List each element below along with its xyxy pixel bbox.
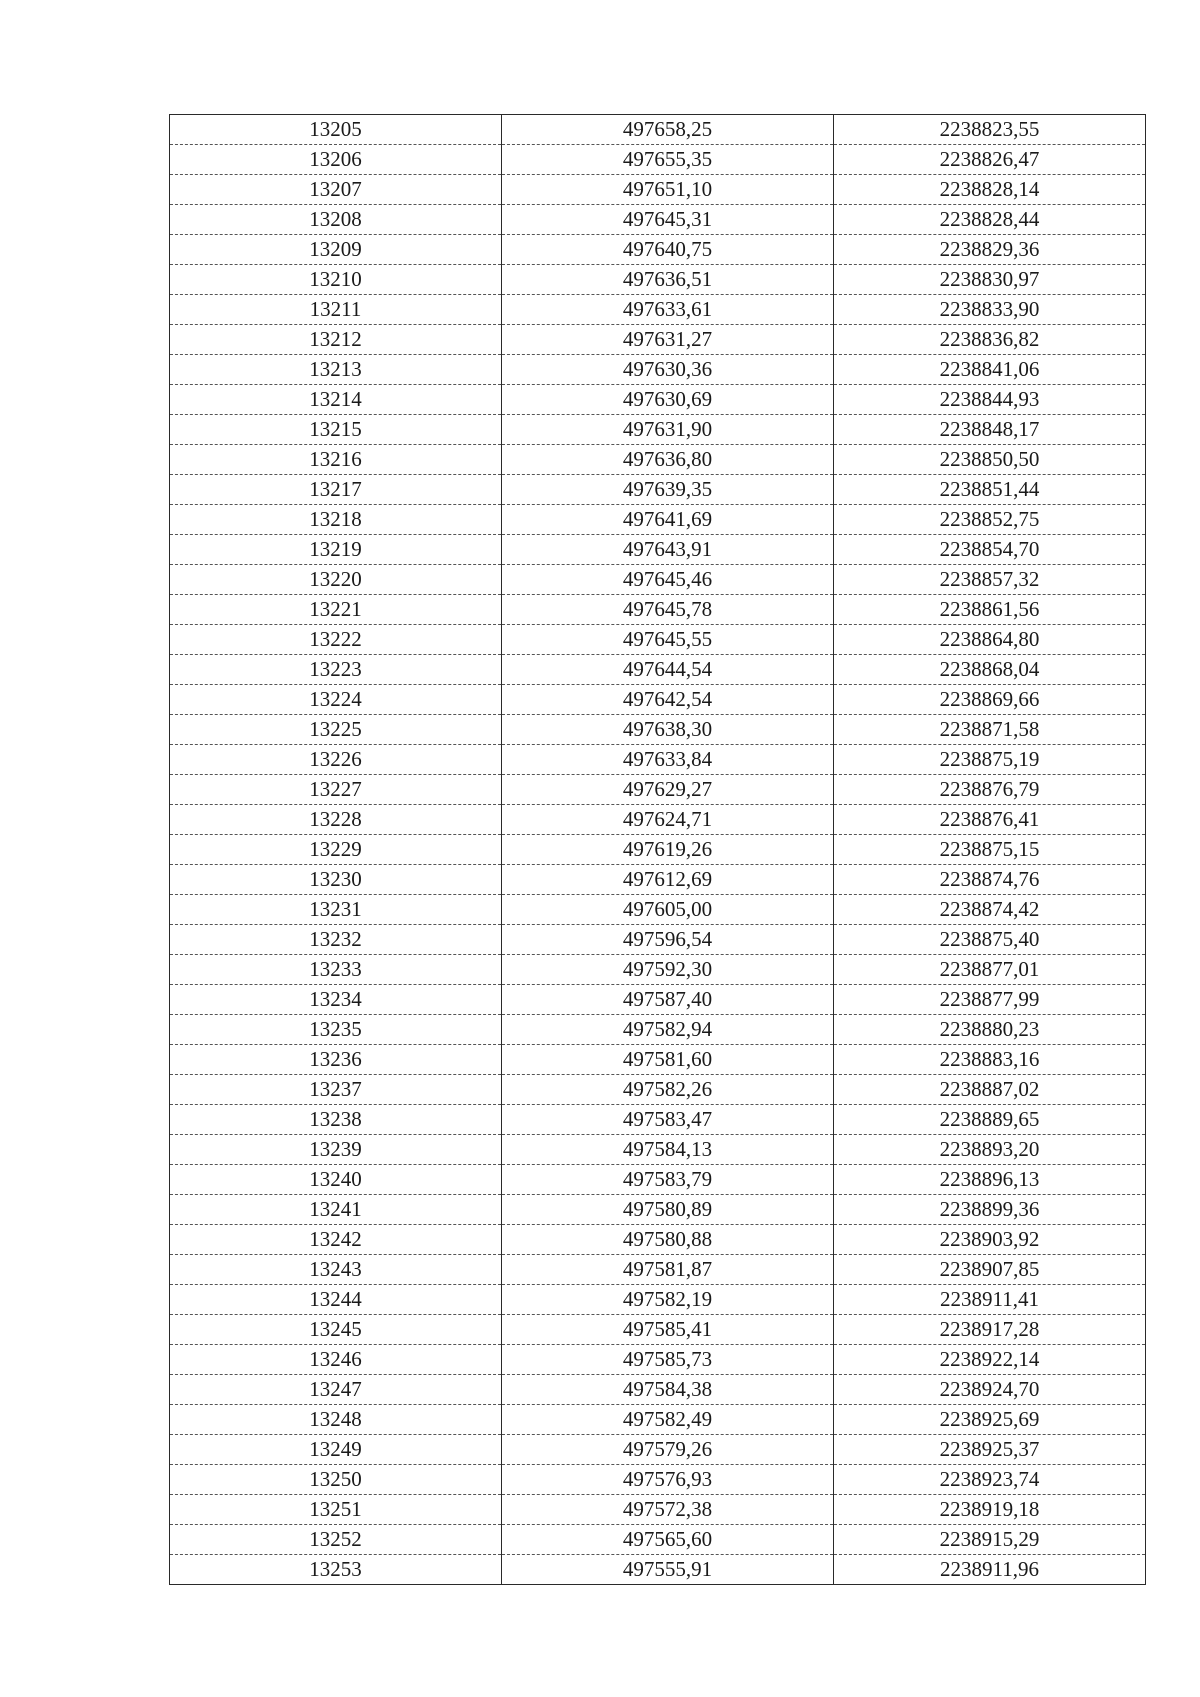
y-coordinate-cell: 2238893,20 [834, 1135, 1146, 1165]
x-coordinate-cell: 497641,69 [502, 505, 834, 535]
x-coordinate-cell: 497633,61 [502, 295, 834, 325]
y-coordinate-cell: 2238874,42 [834, 895, 1146, 925]
x-coordinate-cell: 497638,30 [502, 715, 834, 745]
table-row [170, 865, 1146, 895]
x-coordinate-cell: 497582,49 [502, 1405, 834, 1435]
point-number-cell: 13243 [170, 1255, 502, 1285]
point-number-cell: 13216 [170, 445, 502, 475]
x-coordinate-cell: 497587,40 [502, 985, 834, 1015]
table-row [170, 1555, 1146, 1585]
y-coordinate-cell: 2238875,15 [834, 835, 1146, 865]
y-coordinate-cell: 2238925,37 [834, 1435, 1146, 1465]
table-row [170, 1195, 1146, 1225]
point-number-cell: 13227 [170, 775, 502, 805]
x-coordinate-cell: 497655,35 [502, 145, 834, 175]
point-number-cell: 13239 [170, 1135, 502, 1165]
y-coordinate-cell: 2238903,92 [834, 1225, 1146, 1255]
y-coordinate-cell: 2238823,55 [834, 115, 1146, 145]
table-row [170, 1495, 1146, 1525]
x-coordinate-cell: 497581,87 [502, 1255, 834, 1285]
x-coordinate-cell: 497631,90 [502, 415, 834, 445]
y-coordinate-cell: 2238868,04 [834, 655, 1146, 685]
table-row [170, 925, 1146, 955]
y-coordinate-cell: 2238826,47 [834, 145, 1146, 175]
point-number-cell: 13245 [170, 1315, 502, 1345]
point-number-cell: 13209 [170, 235, 502, 265]
table-row [170, 325, 1146, 355]
table-row [170, 685, 1146, 715]
point-number-cell: 13238 [170, 1105, 502, 1135]
y-coordinate-cell: 2238841,06 [834, 355, 1146, 385]
point-number-cell: 13205 [170, 115, 502, 145]
table-row [170, 1465, 1146, 1495]
point-number-cell: 13214 [170, 385, 502, 415]
table-row [170, 1135, 1146, 1165]
point-number-cell: 13252 [170, 1525, 502, 1555]
x-coordinate-cell: 497585,73 [502, 1345, 834, 1375]
point-number-cell: 13242 [170, 1225, 502, 1255]
x-coordinate-cell: 497583,79 [502, 1165, 834, 1195]
table-row [170, 415, 1146, 445]
point-number-cell: 13224 [170, 685, 502, 715]
table-row [170, 805, 1146, 835]
point-number-cell: 13219 [170, 535, 502, 565]
y-coordinate-cell: 2238919,18 [834, 1495, 1146, 1525]
point-number-cell: 13225 [170, 715, 502, 745]
y-coordinate-cell: 2238917,28 [834, 1315, 1146, 1345]
table-row [170, 1075, 1146, 1105]
point-number-cell: 13231 [170, 895, 502, 925]
x-coordinate-cell: 497619,26 [502, 835, 834, 865]
y-coordinate-cell: 2238836,82 [834, 325, 1146, 355]
table-row [170, 955, 1146, 985]
x-coordinate-cell: 497630,36 [502, 355, 834, 385]
point-number-cell: 13237 [170, 1075, 502, 1105]
table-row [170, 115, 1146, 145]
x-coordinate-cell: 497642,54 [502, 685, 834, 715]
point-number-cell: 13229 [170, 835, 502, 865]
point-number-cell: 13221 [170, 595, 502, 625]
table-row [170, 1405, 1146, 1435]
x-coordinate-cell: 497579,26 [502, 1435, 834, 1465]
point-number-cell: 13206 [170, 145, 502, 175]
table-row [170, 505, 1146, 535]
point-number-cell: 13217 [170, 475, 502, 505]
y-coordinate-cell: 2238915,29 [834, 1525, 1146, 1555]
table-row [170, 1105, 1146, 1135]
table-row [170, 295, 1146, 325]
table-row [170, 1315, 1146, 1345]
x-coordinate-cell: 497645,78 [502, 595, 834, 625]
table-row [170, 1435, 1146, 1465]
y-coordinate-cell: 2238850,50 [834, 445, 1146, 475]
point-number-cell: 13234 [170, 985, 502, 1015]
x-coordinate-cell: 497630,69 [502, 385, 834, 415]
table-row [170, 835, 1146, 865]
y-coordinate-cell: 2238875,19 [834, 745, 1146, 775]
table-row [170, 1165, 1146, 1195]
y-coordinate-cell: 2238833,90 [834, 295, 1146, 325]
x-coordinate-cell: 497605,00 [502, 895, 834, 925]
point-number-cell: 13250 [170, 1465, 502, 1495]
table-row [170, 595, 1146, 625]
y-coordinate-cell: 2238861,56 [834, 595, 1146, 625]
y-coordinate-cell: 2238896,13 [834, 1165, 1146, 1195]
table-row [170, 1045, 1146, 1075]
y-coordinate-cell: 2238922,14 [834, 1345, 1146, 1375]
table-row [170, 1255, 1146, 1285]
y-coordinate-cell: 2238854,70 [834, 535, 1146, 565]
x-coordinate-cell: 497584,13 [502, 1135, 834, 1165]
table-row [170, 1345, 1146, 1375]
y-coordinate-cell: 2238876,41 [834, 805, 1146, 835]
table-row [170, 355, 1146, 385]
x-coordinate-cell: 497584,38 [502, 1375, 834, 1405]
y-coordinate-cell: 2238851,44 [834, 475, 1146, 505]
x-coordinate-cell: 497582,94 [502, 1015, 834, 1045]
point-number-cell: 13244 [170, 1285, 502, 1315]
point-number-cell: 13223 [170, 655, 502, 685]
x-coordinate-cell: 497631,27 [502, 325, 834, 355]
point-number-cell: 13241 [170, 1195, 502, 1225]
y-coordinate-cell: 2238883,16 [834, 1045, 1146, 1075]
y-coordinate-cell: 2238911,41 [834, 1285, 1146, 1315]
y-coordinate-cell: 2238857,32 [834, 565, 1146, 595]
y-coordinate-cell: 2238829,36 [834, 235, 1146, 265]
table-row [170, 775, 1146, 805]
x-coordinate-cell: 497581,60 [502, 1045, 834, 1075]
point-number-cell: 13240 [170, 1165, 502, 1195]
y-coordinate-cell: 2238877,01 [834, 955, 1146, 985]
x-coordinate-cell: 497580,89 [502, 1195, 834, 1225]
table-row [170, 655, 1146, 685]
y-coordinate-cell: 2238875,40 [834, 925, 1146, 955]
point-number-cell: 13232 [170, 925, 502, 955]
point-number-cell: 13251 [170, 1495, 502, 1525]
table-row [170, 625, 1146, 655]
point-number-cell: 13220 [170, 565, 502, 595]
table-row [170, 895, 1146, 925]
x-coordinate-cell: 497643,91 [502, 535, 834, 565]
table-row [170, 535, 1146, 565]
coordinates-table-body [170, 115, 1146, 1585]
x-coordinate-cell: 497596,54 [502, 925, 834, 955]
table-row [170, 985, 1146, 1015]
x-coordinate-cell: 497576,93 [502, 1465, 834, 1495]
point-number-cell: 13218 [170, 505, 502, 535]
y-coordinate-cell: 2238887,02 [834, 1075, 1146, 1105]
x-coordinate-cell: 497645,55 [502, 625, 834, 655]
x-coordinate-cell: 497565,60 [502, 1525, 834, 1555]
y-coordinate-cell: 2238911,96 [834, 1555, 1146, 1585]
table-row [170, 1525, 1146, 1555]
table-row [170, 445, 1146, 475]
point-number-cell: 13226 [170, 745, 502, 775]
point-number-cell: 13208 [170, 205, 502, 235]
point-number-cell: 13215 [170, 415, 502, 445]
y-coordinate-cell: 2238880,23 [834, 1015, 1146, 1045]
point-number-cell: 13211 [170, 295, 502, 325]
x-coordinate-cell: 497644,54 [502, 655, 834, 685]
y-coordinate-cell: 2238828,14 [834, 175, 1146, 205]
table-row [170, 265, 1146, 295]
point-number-cell: 13247 [170, 1375, 502, 1405]
y-coordinate-cell: 2238852,75 [834, 505, 1146, 535]
table-row [170, 475, 1146, 505]
x-coordinate-cell: 497585,41 [502, 1315, 834, 1345]
point-number-cell: 13248 [170, 1405, 502, 1435]
y-coordinate-cell: 2238844,93 [834, 385, 1146, 415]
coordinates-table [169, 114, 1146, 1585]
point-number-cell: 13210 [170, 265, 502, 295]
table-row [170, 1375, 1146, 1405]
point-number-cell: 13213 [170, 355, 502, 385]
x-coordinate-cell: 497582,19 [502, 1285, 834, 1315]
y-coordinate-cell: 2238923,74 [834, 1465, 1146, 1495]
y-coordinate-cell: 2238828,44 [834, 205, 1146, 235]
x-coordinate-cell: 497636,80 [502, 445, 834, 475]
table-row [170, 715, 1146, 745]
table-row [170, 1285, 1146, 1315]
point-number-cell: 13249 [170, 1435, 502, 1465]
x-coordinate-cell: 497640,75 [502, 235, 834, 265]
x-coordinate-cell: 497624,71 [502, 805, 834, 835]
x-coordinate-cell: 497636,51 [502, 265, 834, 295]
table-row [170, 235, 1146, 265]
point-number-cell: 13235 [170, 1015, 502, 1045]
y-coordinate-cell: 2238925,69 [834, 1405, 1146, 1435]
y-coordinate-cell: 2238848,17 [834, 415, 1146, 445]
y-coordinate-cell: 2238877,99 [834, 985, 1146, 1015]
x-coordinate-cell: 497658,25 [502, 115, 834, 145]
y-coordinate-cell: 2238874,76 [834, 865, 1146, 895]
table-row [170, 1015, 1146, 1045]
y-coordinate-cell: 2238864,80 [834, 625, 1146, 655]
table-row [170, 565, 1146, 595]
x-coordinate-cell: 497639,35 [502, 475, 834, 505]
table-row [170, 385, 1146, 415]
point-number-cell: 13253 [170, 1555, 502, 1585]
table-row [170, 145, 1146, 175]
point-number-cell: 13228 [170, 805, 502, 835]
point-number-cell: 13207 [170, 175, 502, 205]
table-row [170, 1225, 1146, 1255]
point-number-cell: 13222 [170, 625, 502, 655]
y-coordinate-cell: 2238830,97 [834, 265, 1146, 295]
x-coordinate-cell: 497645,46 [502, 565, 834, 595]
point-number-cell: 13230 [170, 865, 502, 895]
table-row [170, 205, 1146, 235]
point-number-cell: 13246 [170, 1345, 502, 1375]
x-coordinate-cell: 497633,84 [502, 745, 834, 775]
x-coordinate-cell: 497592,30 [502, 955, 834, 985]
x-coordinate-cell: 497555,91 [502, 1555, 834, 1585]
x-coordinate-cell: 497629,27 [502, 775, 834, 805]
x-coordinate-cell: 497572,38 [502, 1495, 834, 1525]
y-coordinate-cell: 2238889,65 [834, 1105, 1146, 1135]
y-coordinate-cell: 2238871,58 [834, 715, 1146, 745]
table-row [170, 745, 1146, 775]
point-number-cell: 13212 [170, 325, 502, 355]
x-coordinate-cell: 497583,47 [502, 1105, 834, 1135]
y-coordinate-cell: 2238899,36 [834, 1195, 1146, 1225]
x-coordinate-cell: 497645,31 [502, 205, 834, 235]
point-number-cell: 13233 [170, 955, 502, 985]
x-coordinate-cell: 497612,69 [502, 865, 834, 895]
point-number-cell: 13236 [170, 1045, 502, 1075]
table-row [170, 175, 1146, 205]
y-coordinate-cell: 2238869,66 [834, 685, 1146, 715]
y-coordinate-cell: 2238924,70 [834, 1375, 1146, 1405]
x-coordinate-cell: 497580,88 [502, 1225, 834, 1255]
y-coordinate-cell: 2238907,85 [834, 1255, 1146, 1285]
x-coordinate-cell: 497582,26 [502, 1075, 834, 1105]
x-coordinate-cell: 497651,10 [502, 175, 834, 205]
y-coordinate-cell: 2238876,79 [834, 775, 1146, 805]
